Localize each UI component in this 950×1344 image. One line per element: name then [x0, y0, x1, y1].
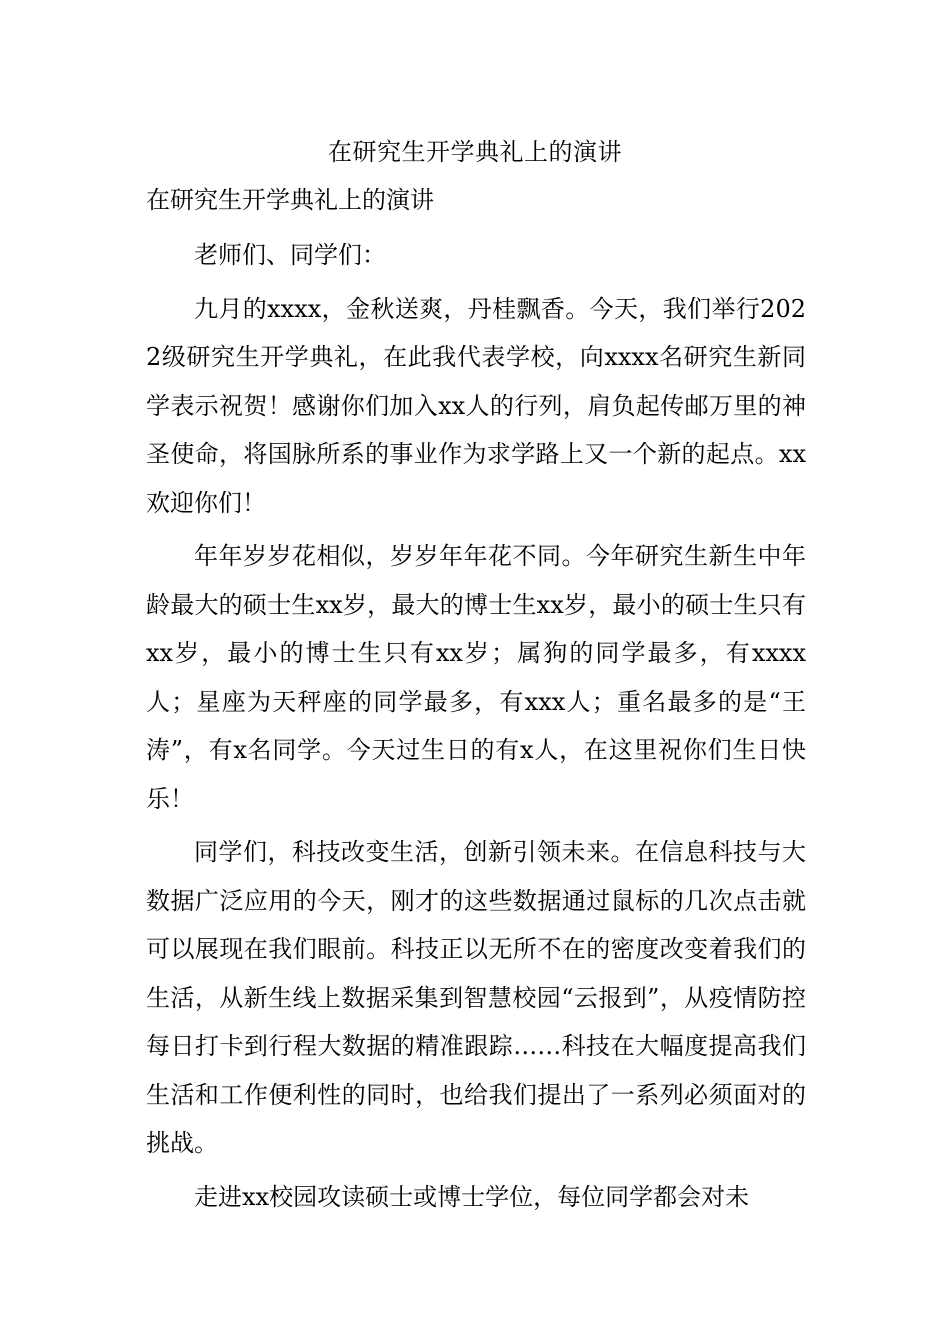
document-body [146, 231, 806, 1226]
paragraph-2: 年年岁岁花相似，岁岁年年花不同。今年研究生新生中年龄最大的硕士生xx岁，最大的博士生xx岁，最小的硕士生只有xx岁，最小的博士生只有xx岁；属狗的同学最多，有xxxx人；星座为天秤座的同学最多，有xxx人；重名最多的是“王涛”，有x名同学。今天过生日的有x人，在这里祝你们生日快乐！ [146, 542, 806, 813]
salutation: 老师们、同学们： [194, 241, 386, 269]
document-subtitle: 在研究生开学典礼上的演讲 [146, 186, 434, 214]
paragraph-3: 同学们，科技改变生活，创新引领未来。在信息科技与大数据广泛应用的今天，刚才的这些数据通过鼠标的几次点击就可以展现在我们眼前。科技正以无所不在的密度改变着我们的生活，从新生线上数据采集到智慧校园“云报到”，从疫情防控每日打卡到行程大数据的精准跟踪……科技在大幅度提高我们生活和工作便利性的同时，也给我们提出了一系列必须面对的挑战。 [146, 838, 806, 1157]
paragraph-1: 九月的xxxx，金秋送爽，丹桂飘香。今天，我们举行2022级研究生开学典礼，在此我代表学校，向xxxx名研究生新同学表示祝贺！感谢你们加入xx人的行列，肩负起传邮万里的神圣使命，将国脉所系的事业作为求学路上又一个新的起点。xx欢迎你们！ [146, 294, 806, 517]
paragraph-4: 走进xx校园攻读硕士或博士学位，每位同学都会对未 [194, 1182, 750, 1211]
document-title: 在研究生开学典礼上的演讲 [328, 138, 622, 166]
